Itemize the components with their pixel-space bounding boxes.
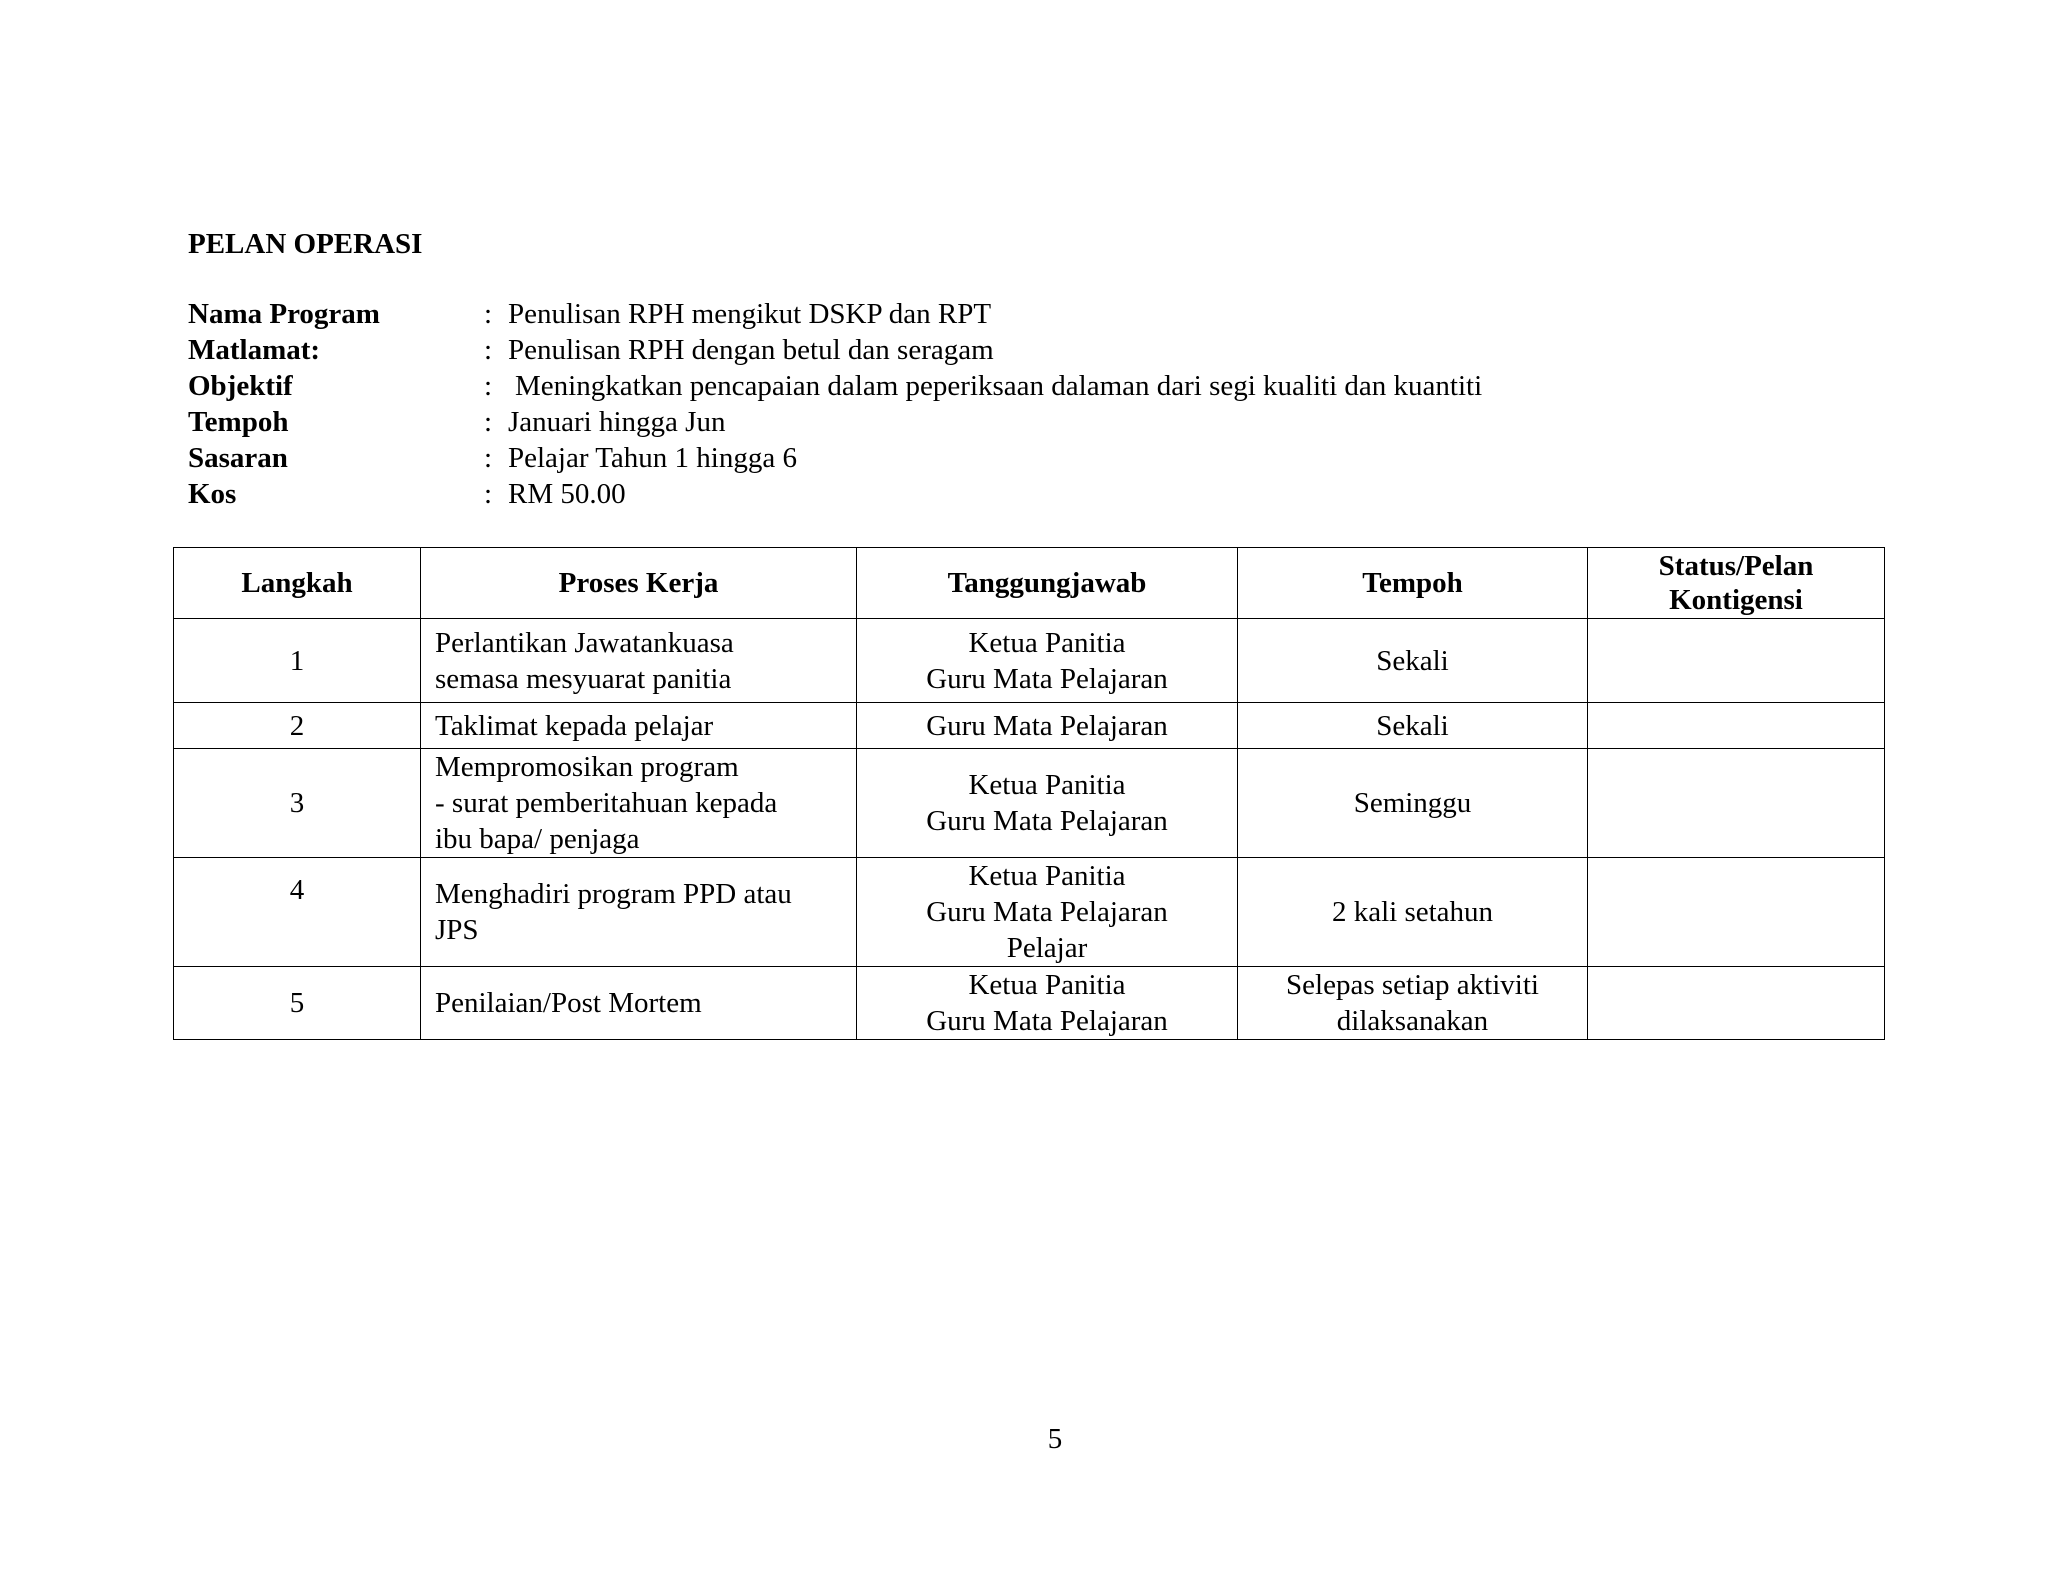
cell-tempoh [1238,858,1588,967]
info-colon: : [483,406,493,438]
cell-line: semasa mesyuarat panitia [435,662,732,695]
table-row [174,749,1885,858]
info-value: Meningkatkan pencapaian dalam peperiksaan dalaman dari segi kualiti dan kuantiti [515,370,1483,402]
cell-tanggungjawab [857,749,1238,858]
cell-status [1588,749,1885,858]
cell-line: Perlantikan Jawatankuasa [435,626,734,659]
cell-line: ibu bapa/ penjaga [435,823,640,855]
info-colon: : [483,442,493,474]
info-label: Nama Program [188,298,380,330]
info-label: Objektif [188,370,293,402]
cell-proses [421,749,857,858]
cell-line: Guru Mata Pelajaran [926,1005,1168,1037]
cell-tempoh [1238,619,1588,703]
header-tanggungjawab: Tanggungjawab [857,548,1238,619]
cell-line: Seminggu [1353,787,1472,819]
cell-tanggungjawab [857,703,1238,749]
info-row-objektif [188,368,1988,404]
cell-line: Guru Mata Pelajaran [926,709,1168,742]
cell-line: Penilaian/Post Mortem [435,987,702,1019]
info-label: Sasaran [188,442,288,474]
info-colon: : [483,478,493,510]
info-value: Januari hingga Jun [508,406,726,438]
info-row-matlamat [188,332,1988,368]
cell-line: Guru Mata Pelajaran [926,896,1168,928]
cell-langkah: 1 [174,619,421,703]
cell-status [1588,703,1885,749]
cell-line: Menghadiri program PPD atau [435,878,792,910]
page-title: PELAN OPERASI [188,228,423,260]
cell-line: JPS [435,914,479,946]
cell-tanggungjawab [857,967,1238,1040]
cell-line: dilaksanakan [1336,1005,1489,1037]
header-status-line: Status/Pelan [1658,550,1814,582]
table-row [174,967,1885,1040]
cell-tempoh [1238,967,1588,1040]
cell-line: Guru Mata Pelajaran [926,805,1168,837]
cell-langkah: 2 [174,703,421,749]
table-row [174,619,1885,703]
info-colon: : [483,370,493,402]
cell-tanggungjawab [857,619,1238,703]
cell-line: Pelajar [1006,932,1088,964]
cell-line: - surat pemberitahuan kepada [435,787,778,819]
cell-status [1588,858,1885,967]
info-row-nama-program [188,296,1988,332]
program-info-block [188,296,1988,512]
cell-line: Sekali [1376,644,1449,677]
cell-proses [421,619,857,703]
cell-tempoh [1238,749,1588,858]
info-row-tempoh [188,404,1988,440]
page-number: 5 [1047,1423,1063,1455]
info-label: Kos [188,478,237,510]
cell-line: Mempromosikan program [435,751,739,783]
cell-line: Ketua Panitia [968,860,1126,892]
cell-langkah: 4 [174,858,421,967]
cell-line: Ketua Panitia [968,626,1126,659]
info-row-sasaran [188,440,1988,476]
cell-langkah: 3 [174,749,421,858]
cell-proses [421,703,857,749]
info-value: Penulisan RPH dengan betul dan seragam [508,334,994,366]
info-colon: : [483,334,493,366]
header-proses-kerja: Proses Kerja [421,548,857,619]
operation-plan-table [173,547,1885,1040]
cell-line: Taklimat kepada pelajar [435,709,714,742]
table-row [174,858,1885,967]
cell-line: Guru Mata Pelajaran [926,662,1168,695]
cell-proses [421,858,857,967]
cell-line: Ketua Panitia [968,769,1126,801]
info-row-kos [188,476,1988,512]
info-label: Matlamat: [188,334,321,366]
header-tempoh: Tempoh [1238,548,1588,619]
cell-line: Selepas setiap aktiviti [1286,969,1539,1001]
cell-status [1588,967,1885,1040]
table-row [174,703,1885,749]
info-value: Penulisan RPH mengikut DSKP dan RPT [508,298,992,330]
cell-status [1588,619,1885,703]
info-colon: : [483,298,493,330]
cell-proses [421,967,857,1040]
cell-line: Ketua Panitia [968,969,1126,1001]
cell-tanggungjawab [857,858,1238,967]
header-status-pelan-kontigensi [1588,548,1885,619]
cell-line: 2 kali setahun [1331,896,1494,928]
cell-langkah: 5 [174,967,421,1040]
header-status-line: Kontigensi [1669,584,1803,616]
cell-line: Sekali [1376,709,1449,742]
info-value: Pelajar Tahun 1 hingga 6 [508,442,797,474]
cell-tempoh [1238,703,1588,749]
header-langkah: Langkah [174,548,421,619]
info-label: Tempoh [188,406,289,438]
info-value: RM 50.00 [508,478,626,510]
table-header-row [174,548,1885,619]
